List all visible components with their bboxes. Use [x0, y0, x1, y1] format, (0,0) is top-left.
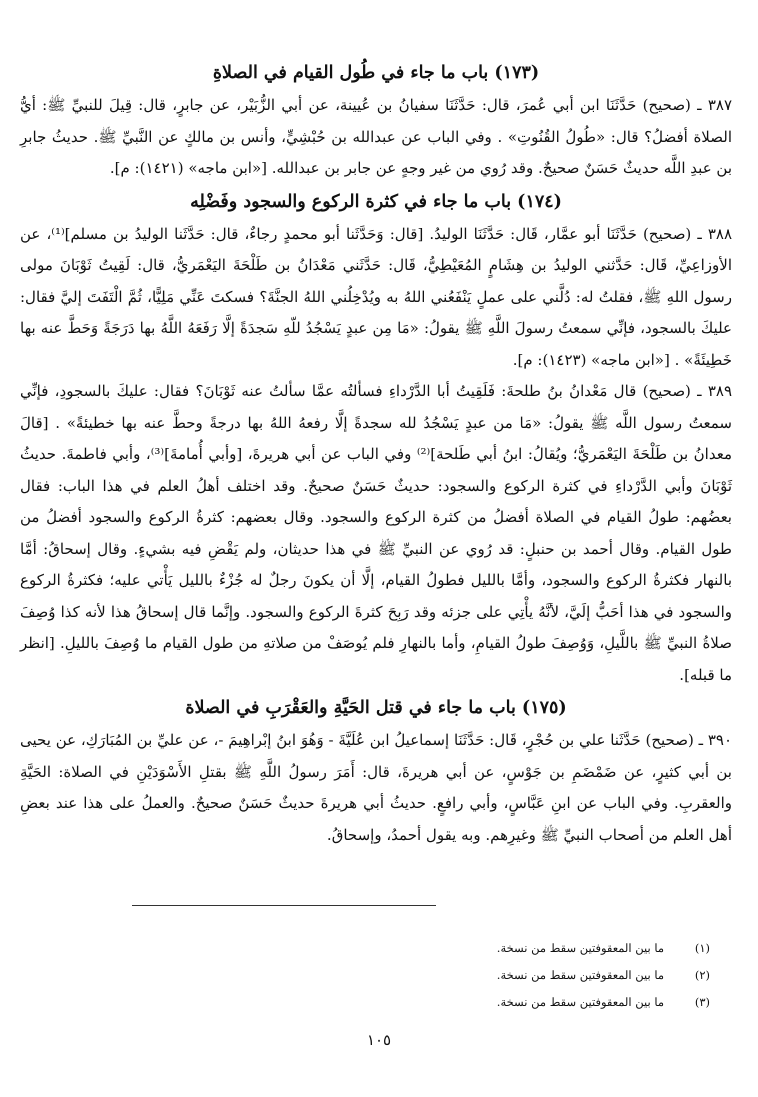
chapter-heading: (١٧٣) باب ما جاء في طُول القيام في الصلاةِ — [212, 63, 540, 83]
hadith-paragraph: ٣٨٩ ـ (صحيح) قال مَعْدانُ بنُ طلحةَ: فَلَقِيتُ أبا الدَّرْداءِ فسألتُه عمَّا سألتُ عنه ثَوْبَانَ؟ فقال: عليكَ بالسجودِ، فإنِّي سمعتُ رسول اللَّه ﷺ يقولُ: «مَا من عبدٍ يَسْجُدُ لله سجدةً إلَّا رفعهُ اللهُ بها درجةً وحطَّ عنه بها خطيئةً» . [قالَ معدانُ بن طَلْحَةَ اليَعْمَريُّ؛ ويُقالُ: ابنُ أبي طَلحة]⁽²⁾ وفي الباب عن أبي هريرةَ، [وأبي أُمامةَ]⁽³⁾، وأبي فاطمةَ. حديثُ ثَوْبَانَ وأبي الدَّرْداءِ في كثرة الركوع والسجود: حديثٌ حَسَنٌ صحيحٌ. وقد اختلف أهلُ العلم في هذا الباب: فقال بعضُهم: طولُ القيام في الصلاة أفضلُ من كثرة الركوع والسجود. وقال بعضهم: كثرةُ الركوع والسجود أفضلُ من طول القيام. وقال أحمد بن حنبلٍ: قد رُوي عن النبيِّ ﷺ في هذا حديثان، ولم يَقْضِ فيه بشيءٍ. وقال إسحاقُ: أمَّا بالنهار فكثرةُ الركوع والسجود، وأمَّا بالليل فطولُ القيام، إلَّا أن يكونَ رجلٌ له جُزْءٌ بالليل يَأْتي عليه؛ فكثرةُ الركوع والسجود في هذا أحَبُّ إلَيَّ، لأنَّهُ يأْتِي على جزئه وقد رَبِحَ كثرةَ الركوع والسجود. وإنَّما قال إسحاقُ هذا لأنه كذا وُصِفَ صلاةُ النبيِّ ﷺ باللَّيلِ، وَوُصِفَ طولُ القيامِ، وأما بالنهارِ فلم يُوصَفْ من صلاتهِ من طول القيام ما وُصِفَ بالليلِ. [انظر ما قبله]. — [20, 382, 732, 684]
chapter-heading: (١٧٤) باب ما جاء في كثرة الركوع والسجود وفَضْلِه — [190, 191, 562, 212]
footnote-number: (١) — [694, 941, 710, 955]
footnote-separator — [132, 905, 436, 906]
chapter-173 — [20, 56, 732, 185]
footnote-text: ما بين المعقوفتين سقط من نسخة. — [496, 995, 664, 1009]
footnote-number: (٣) — [694, 995, 710, 1009]
page-number: ١٠٥ — [366, 1031, 392, 1049]
page-body — [20, 56, 732, 851]
footnote-number: (٢) — [694, 968, 710, 982]
footnote-item — [110, 989, 710, 1016]
footnotes — [110, 935, 710, 1016]
hadith-paragraph: ٣٨٨ ـ (صحيح) حَدَّثَنَا أبو عمَّار، قَال: حَدَّثَنَا الوليدُ. [قال: وَحَدَّثَنا أبو محمدٍ رجاءٌ، قال: حَدَّثَنا الوليدُ بن مسلم]⁽¹⁾، عن الأوزاعِيِّ، قَال: حَدَّثني الوليدُ بن هِشَامٍ المُعَيْطِيُّ، قَال: حَدَّثَني مَعْدَانُ بن طَلْحَةَ اليَعْمَريُّ، قال: لَقِيتُ ثَوْبَانَ مولى رسول اللهِ ﷺ، فقلتُ له: دُلَّني على عملٍ يَنْفَعُني اللهُ به ويُدْخِلُني اللهُ الجنَّةَ؟ فسكتَ عَنِّي مَلِيًّا، ثُمَّ الْتَفَتَ إليَّ فقال: عليكَ بالسجود، فإنِّي سمعتُ رسولَ اللَّهِ ﷺ يقولُ: «مَا مِن عبدٍ يَسْجُدُ للّهِ سَجدَةً إلَّا رَفَعَهُ اللَّهُ بها دَرَجَةً وَحَطَّ عنه بها خَطِيئَةً» . [«ابن ماجه» (١٤٢٣): م]. — [20, 224, 732, 369]
chapter-heading: (١٧٥) باب ما جاء في قتل الحَيَّةِ والعَقْرَبِ في الصلاة — [185, 698, 567, 718]
chapter-174 — [20, 185, 732, 692]
footnote-item — [110, 962, 710, 989]
hadith-paragraph: ٣٩٠ ـ (صحيح) حَدَّثَنا علي بن حُجْرٍ، قَال: حَدَّثَنَا إسماعيلُ ابن عُلَيَّةَ - وَهُوَ ابنُ إبْراهِيمَ -، عن عليِّ بن المُبَارَكِ، عن يحيى بن أبي كثيرٍ، عن ضَمْضَمِ بن جَوْسٍ، عن أبي هريرةَ، قال: أَمَرَ رسولُ اللَّهِ ﷺ بقتلِ الأَسْوَدَيْنِ في الصلاة: الحَيَّةِ والعقربِ. وفي الباب عن ابنِ عَبَّاسٍ، وأبي رافعٍ. حديثُ أبي هريرةَ حديثٌ حَسَنٌ صحيحٌ. والعملُ على هذا عند بعضِ أهل العلم من أصحاب النبيِّ ﷺ وغيرِهم. وبه يقول أحمدُ، وإسحاقُ. — [20, 731, 732, 844]
footnote-item — [110, 935, 710, 962]
chapter-175 — [20, 691, 732, 851]
footnote-text: ما بين المعقوفتين سقط من نسخة. — [496, 968, 664, 982]
footnote-text: ما بين المعقوفتين سقط من نسخة. — [496, 941, 664, 955]
hadith-paragraph: ٣٨٧ ـ (صحيح) حَدَّثَنَا ابن أبي عُمرَ، قال: حَدَّثَنَا سفيانُ بن عُيينة، عن أبي الزُّبَيْر، عن جابرٍ، قال: قِيلَ للنبيِّ ﷺ: أيُّ الصلاة أفضلُ؟ قال: «طُولُ القُنُوتِ» . وفي الباب عن عبدالله بن حُبْشِيٍّ، وأنس بن مالكٍ عن النَّبيِّ ﷺ. حديثُ جابرِ بن عبدِ اللَّه حديثٌ حَسَنٌ صحيحٌ. وقد رُوي من غير وجهٍ عن جابر بن عبدالله. [«ابن ماجه» (١٤٢١): م]. — [20, 96, 732, 177]
